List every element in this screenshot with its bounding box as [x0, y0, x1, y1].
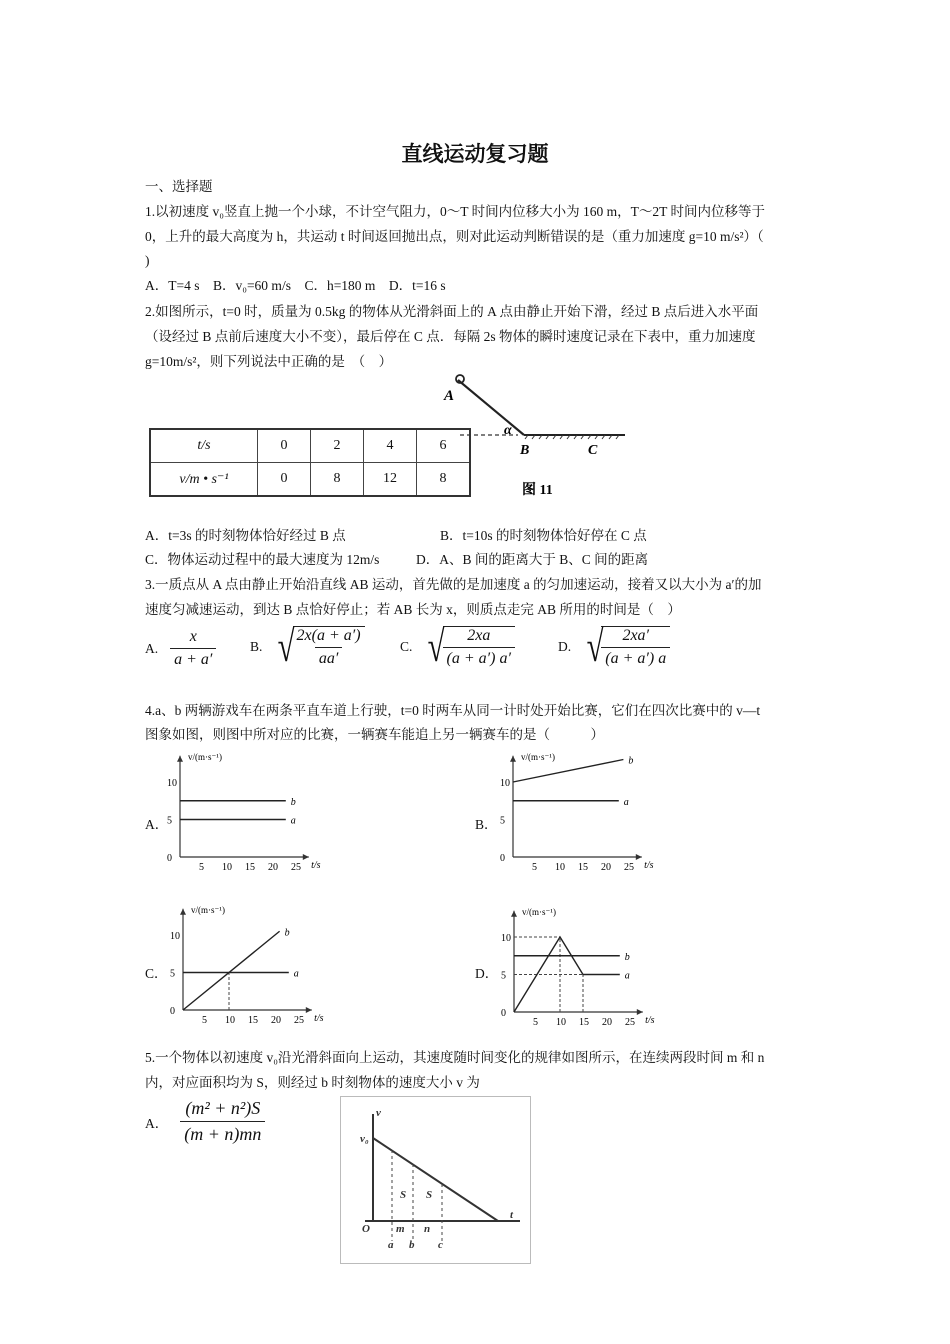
q2-text: （设经过 B 点前后速度大小不变），最后停在 C 点．每隔 2s 物体的瞬时速度记录在下表中，重力加速度 [145, 329, 756, 344]
y-axis-label: v/(m·s⁻¹) [522, 906, 556, 917]
figure-caption: 图 11 [522, 483, 553, 498]
q1-text: 1.以初速度 v₀竖直上抛一个小球，不计空气阻力，0～T 时间内位移大小为 160 m，T～2T 时间内位移等于 [145, 204, 765, 219]
q3-option-a [145, 628, 216, 669]
numerator: 2x(a + a′) [296, 627, 361, 644]
x-axis-arrow-icon [637, 1009, 643, 1015]
x-tick-label: 10 [222, 862, 232, 873]
vt-graph-a [162, 752, 362, 877]
x-tick-label: 5 [532, 862, 537, 873]
time-c-label: c [438, 1239, 443, 1251]
angle-label: α [504, 423, 512, 438]
q2-text: g=10m/s²，则下列说法中正确的是 （ ） [145, 354, 393, 369]
fraction [180, 1098, 265, 1145]
vt-graph-c [165, 895, 365, 1030]
series-label: b [290, 796, 296, 808]
x-tick-label: 5 [202, 1015, 207, 1026]
denominator: (a + a′) a [601, 647, 670, 668]
y-tick-label: 0 [501, 1008, 506, 1019]
numerator: 2xa [467, 627, 491, 644]
x-axis-label: t/s [311, 860, 321, 871]
y-tick-label: 0 [170, 1006, 175, 1017]
x-tick-label: 25 [294, 1015, 304, 1026]
y-axis-label: v/(m·s⁻¹) [521, 751, 555, 762]
q2-option-c: C．物体运动过程中的最大速度为 12m/s [145, 552, 380, 567]
q4-option-c-label: C． [145, 966, 168, 981]
option-label: B. [250, 639, 263, 654]
velocity-table [149, 428, 471, 497]
option-label: C. [400, 639, 413, 654]
x-tick-label: 5 [533, 1017, 538, 1028]
series-line-b [183, 931, 280, 1010]
table-cell: 0 [258, 429, 311, 463]
q4-option-d-label: D． [475, 966, 499, 981]
q5-text: 5.一个物体以初速度 v₀沿光滑斜面向上运动，其速度随时间变化的规律如图所示，在连续两段时间 m 和 n [145, 1050, 765, 1065]
axis-t-label: t [510, 1209, 514, 1221]
option-label: D. [558, 639, 572, 654]
y-axis-arrow-icon [511, 911, 517, 917]
origin-label: O [362, 1223, 370, 1235]
x-axis-label: t/s [314, 1013, 324, 1024]
table-cell: 12 [364, 463, 417, 497]
x-axis-arrow-icon [306, 1007, 312, 1013]
y-tick-label: 5 [170, 968, 175, 980]
area-s2-label: S [426, 1189, 433, 1201]
y-axis-label: v/(m·s⁻¹) [188, 752, 222, 762]
x-tick-label: 10 [556, 1017, 566, 1028]
x-tick-label: 20 [601, 862, 611, 873]
x-tick-label: 10 [555, 862, 565, 873]
v0-label: v₀ [360, 1133, 369, 1145]
y-tick-label: 5 [500, 815, 505, 827]
q3-option-c [400, 622, 515, 672]
x-tick-label: 25 [624, 862, 634, 873]
q2-option-a: A．t=3s 的时刻物体恰好经过 B 点 [145, 528, 346, 543]
time-b-label: b [409, 1239, 415, 1251]
option-label: A. [145, 640, 159, 656]
y-tick-label: 5 [501, 970, 506, 982]
y-axis-arrow-icon [177, 756, 183, 762]
table-cell: 2 [311, 429, 364, 463]
q5-text: 内，对应面积均为 S，则经过 b 时刻物体的速度大小 v 为 [145, 1075, 480, 1090]
denominator: aa′ [315, 647, 343, 668]
y-tick-label: 10 [501, 933, 511, 944]
q4-option-a-label: A． [145, 817, 169, 832]
y-axis-arrow-icon [180, 909, 186, 915]
series-label: a [624, 970, 630, 982]
x-tick-label: 5 [199, 862, 204, 873]
table-cell: 8 [311, 463, 364, 497]
q4-text: 4.a、b 两辆游戏车在两条平直车道上行驶，t=0 时两车从同一计时处开始比赛，它们在四次比赛中的 v—t [145, 703, 761, 718]
y-tick-label: 10 [167, 778, 177, 789]
interval-m-label: m [396, 1223, 405, 1235]
series-label: b [284, 927, 290, 939]
x-tick-label: 25 [625, 1017, 635, 1028]
y-tick-label: 5 [167, 815, 172, 827]
x-tick-label: 15 [248, 1015, 258, 1026]
vt-graph-b [495, 740, 695, 877]
fraction [170, 628, 216, 669]
x-axis-arrow-icon [636, 854, 642, 860]
area-s1-label: S [400, 1189, 407, 1201]
sqrt-expression: √ $\frac{2xa'}{(a + a') a}$ [583, 622, 670, 672]
series-label: b [624, 951, 630, 963]
y-tick-label: 10 [500, 778, 510, 789]
x-tick-label: 20 [602, 1017, 612, 1028]
q5-vt-figure [340, 1096, 531, 1264]
q3-option-d [558, 622, 670, 672]
x-axis-label: t/s [644, 860, 654, 871]
page-title: 直线运动复习题 [401, 142, 549, 166]
series-label: b [628, 755, 634, 767]
denominator: a + a′ [170, 648, 216, 669]
series-label: a [290, 815, 296, 827]
series-label: a [623, 796, 629, 808]
x-tick-label: 25 [291, 862, 301, 873]
y-axis-arrow-icon [510, 756, 516, 762]
x-tick-label: 15 [245, 862, 255, 873]
q4-text: 图象如图，则图中所对应的比赛，一辆赛车能追上另一辆赛车的是（ ） [145, 727, 604, 742]
x-tick-label: 10 [225, 1015, 235, 1026]
point-b-label: B [520, 443, 530, 458]
q3-option-b [250, 622, 365, 672]
table-header: t/s [150, 429, 258, 463]
x-axis-label: t/s [645, 1015, 655, 1026]
sqrt-expression: √ $\frac{2x(a + a')}{aa'}$ [274, 622, 364, 672]
x-tick-label: 15 [578, 862, 588, 873]
option-label: A． [145, 1115, 169, 1131]
q2-text: 2.如图所示，t=0 时，质量为 0.5kg 的物体从光滑斜面上的 A 点由静止开始下滑，经过 B 点后进入水平面 [145, 304, 759, 319]
q1-text: ) [145, 253, 150, 268]
q1-options: A．T=4 s B．v₀=60 m/s C．h=180 m D．t=16 s [145, 278, 446, 293]
numerator: 2xa′ [622, 627, 650, 644]
q3-text: 3.一质点从 A 点由静止开始沿直线 AB 运动，首先做的是加速度 a 的匀加速运动，接着又以大小为 a′的加 [145, 577, 762, 592]
table-cell: 4 [364, 429, 417, 463]
q4-option-b-label: B． [475, 817, 498, 832]
denominator: (a + a′) a′ [443, 647, 515, 668]
point-a-label: A [444, 388, 455, 404]
table-cell: 0 [258, 463, 311, 497]
q2-option-b: B．t=10s 的时刻物体恰好停在 C 点 [440, 528, 647, 543]
q5-option-a [145, 1098, 265, 1145]
series-line-b [513, 760, 623, 783]
q1-text: 0，上升的最大高度为 h，共运动 t 时间返回抛出点，则对此运动判断错误的是（重力加速度 g=10 m/s²）（ [145, 229, 764, 244]
numerator: (m² + n²)S [185, 1098, 261, 1118]
axis-v-label: v [376, 1107, 381, 1119]
numerator: x [189, 628, 197, 645]
interval-n-label: n [424, 1223, 431, 1235]
x-tick-label: 20 [268, 862, 278, 873]
x-tick-label: 15 [579, 1017, 589, 1028]
table-cell: 8 [417, 463, 471, 497]
sqrt-expression: √ $\frac{2xa}{(a + a') a'}$ [424, 622, 515, 672]
point-c-label: C [588, 443, 598, 458]
q2-option-d: D．A、B 间的距离大于 B、C 间的距离 [416, 552, 649, 567]
x-tick-label: 20 [271, 1015, 281, 1026]
y-axis-label: v/(m·s⁻¹) [191, 904, 225, 915]
section-heading: 一、选择题 [145, 179, 213, 194]
q3-text: 速度匀减速运动，到达 B 点恰好停止；若 AB 长为 x，则质点走完 AB 所用的时间是（ ） [145, 602, 681, 617]
incline-figure [440, 370, 640, 505]
y-tick-label: 10 [170, 931, 180, 942]
vt-graph-d [496, 897, 696, 1032]
table-header: v/m • s⁻¹ [150, 463, 258, 497]
x-axis-arrow-icon [303, 854, 309, 860]
series-label: a [293, 968, 299, 980]
y-tick-label: 0 [167, 853, 172, 864]
time-a-label: a [388, 1239, 394, 1251]
y-tick-label: 0 [500, 853, 505, 864]
table-cell: 6 [417, 429, 471, 463]
denominator: (m + n)mn [180, 1121, 265, 1145]
